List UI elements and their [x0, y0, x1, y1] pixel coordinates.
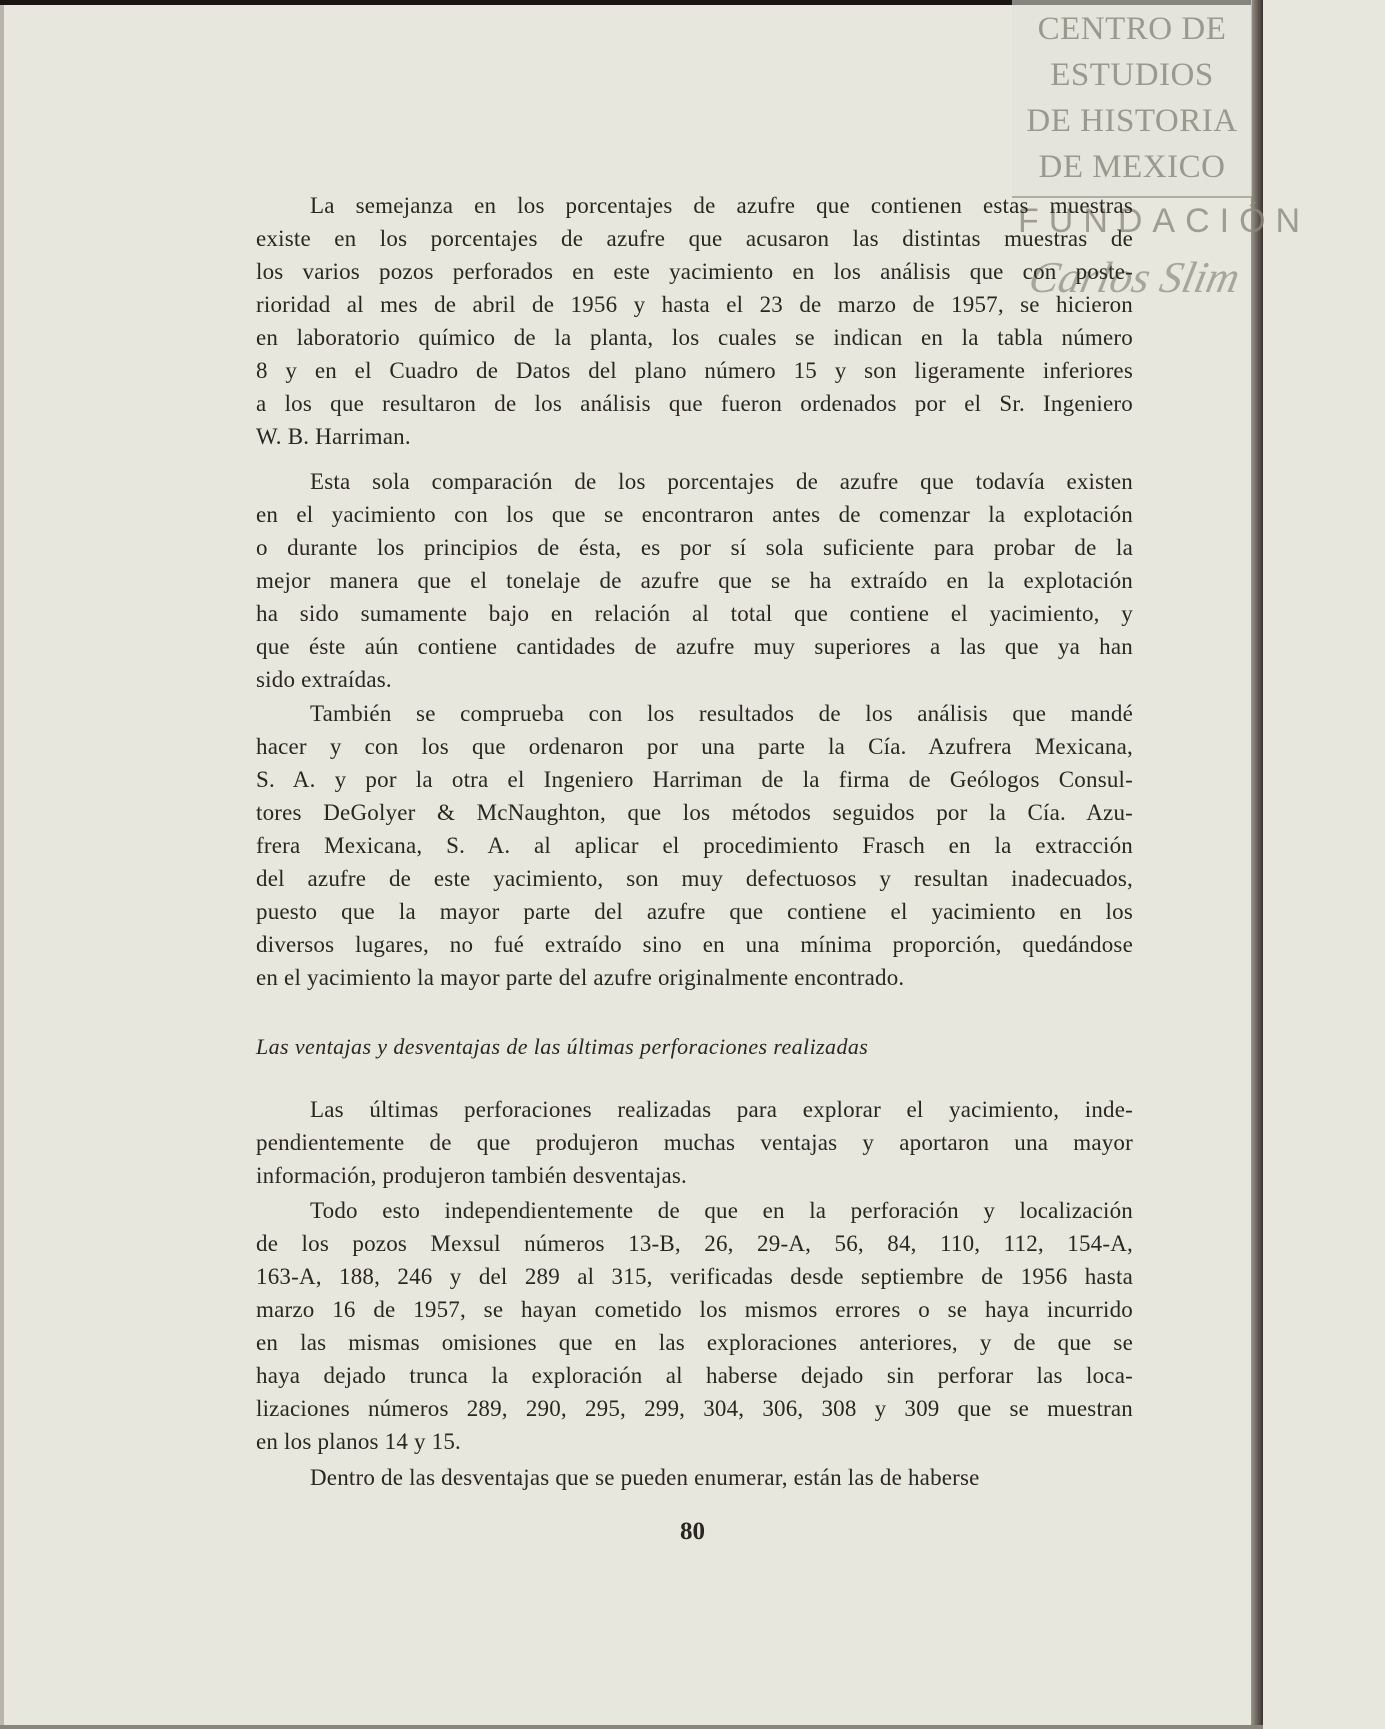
text-line: mejor manera que el tonelaje de azufre que se ha extraído en la explotación [256, 568, 1133, 593]
watermark-box [1012, 0, 1252, 198]
text-line: Todo esto independientemente de que en la perforación y localización [310, 1198, 1133, 1223]
text-line: existe en los porcentajes de azufre que acusaron las distintas muestras de [256, 226, 1133, 251]
text-line: Dentro de las desventajas que se pueden enumerar, están las de haberse [310, 1465, 980, 1490]
watermark-foundation: FUNDACIÓN [1018, 202, 1311, 240]
text-line: sido extraídas. [256, 667, 392, 692]
text-line: a los que resultaron de los análisis que fueron ordenados por el Sr. Ingeniero [256, 391, 1133, 416]
text-line: La semejanza en los porcentajes de azufre que contienen estas muestras [310, 193, 1133, 218]
text-line: información, produjeron también desventajas. [256, 1163, 687, 1188]
text-line: o durante los principios de ésta, es por sí sola suficiente para probar de la [256, 535, 1133, 560]
text-line: en los planos 14 y 15. [256, 1429, 461, 1454]
text-line: Las últimas perforaciones realizadas para explorar el yacimiento, inde- [310, 1097, 1133, 1122]
text-line: S. A. y por la otra el Ingeniero Harriman de la firma de Geólogos Consul- [256, 767, 1133, 792]
text-line: También se comprueba con los resultados de los análisis que mandé [310, 701, 1133, 726]
watermark-signature: Carlos Slim [1024, 253, 1245, 302]
text-line: lizaciones números 289, 290, 295, 299, 304, 306, 308 y 309 que se muestran [256, 1396, 1133, 1421]
text-line: diversos lugares, no fué extraído sino en una mínima proporción, quedándose [256, 932, 1133, 957]
text-line: hacer y con los que ordenaron por una parte la Cía. Azufrera Mexicana, [256, 734, 1133, 759]
text-line: frera Mexicana, S. A. al aplicar el procedimiento Frasch en la extracción [256, 833, 1133, 858]
watermark-line: DE HISTORIA [1026, 103, 1238, 139]
page-left-edge [0, 0, 4, 1729]
watermark-line: ESTUDIOS [1050, 57, 1214, 93]
text-line: en el yacimiento la mayor parte del azufre originalmente encontrado. [256, 965, 905, 990]
text-line: Esta sola comparación de los porcentajes de azufre que todavía existen [310, 469, 1133, 494]
text-line: en el yacimiento con los que se encontraron antes de comenzar la explotación [256, 502, 1133, 527]
text-line: 8 y en el Cuadro de Datos del plano número 15 y son ligeramente inferiores [256, 358, 1133, 383]
text-line: marzo 16 de 1957, se hayan cometido los mismos errores o se haya incurrido [256, 1297, 1133, 1322]
text-line: los varios pozos perforados en este yacimiento en los análisis que con poste- [256, 259, 1133, 284]
watermark-line: DE MEXICO [1038, 149, 1226, 185]
text-line: haya dejado trunca la exploración al haberse dejado sin perforar las loca- [256, 1363, 1133, 1388]
text-line: pendientemente de que produjeron muchas ventajas y aportaron una mayor [256, 1130, 1133, 1155]
page-bottom-edge [0, 1725, 1263, 1729]
page-number: 80 [680, 1518, 705, 1545]
text-line: puesto que la mayor parte del azufre que contiene el yacimiento en los [256, 899, 1133, 924]
text-line: que éste aún contiene cantidades de azufre muy superiores a las que ya han [256, 634, 1133, 659]
text-line: 163-A, 188, 246 y del 289 al 315, verificadas desde septiembre de 1956 hasta [256, 1264, 1133, 1289]
text-line: ha sido sumamente bajo en relación al total que contiene el yacimiento, y [256, 601, 1133, 626]
text-line: tores DeGolyer & McNaughton, que los métodos seguidos por la Cía. Azu- [256, 800, 1133, 825]
text-line: de los pozos Mexsul números 13-B, 26, 29-A, 56, 84, 110, 112, 154-A, [256, 1231, 1133, 1256]
text-line: en las mismas omisiones que en las exploraciones anteriores, y de que se [256, 1330, 1133, 1355]
watermark-line: CENTRO DE [1037, 11, 1227, 47]
text-line: en laboratorio químico de la planta, los cuales se indican en la tabla número [256, 325, 1133, 350]
text-line: del azufre de este yacimiento, son muy defectuosos y resultan inadecuados, [256, 866, 1133, 891]
page-right-edge [1251, 0, 1263, 1729]
text-line: rioridad al mes de abril de 1956 y hasta el 23 de marzo de 1957, se hicieron [256, 292, 1133, 317]
text-line: W. B. Harriman. [256, 424, 411, 449]
section-heading: Las ventajas y desventajas de las últimas perforaciones realizadas [256, 1034, 869, 1059]
